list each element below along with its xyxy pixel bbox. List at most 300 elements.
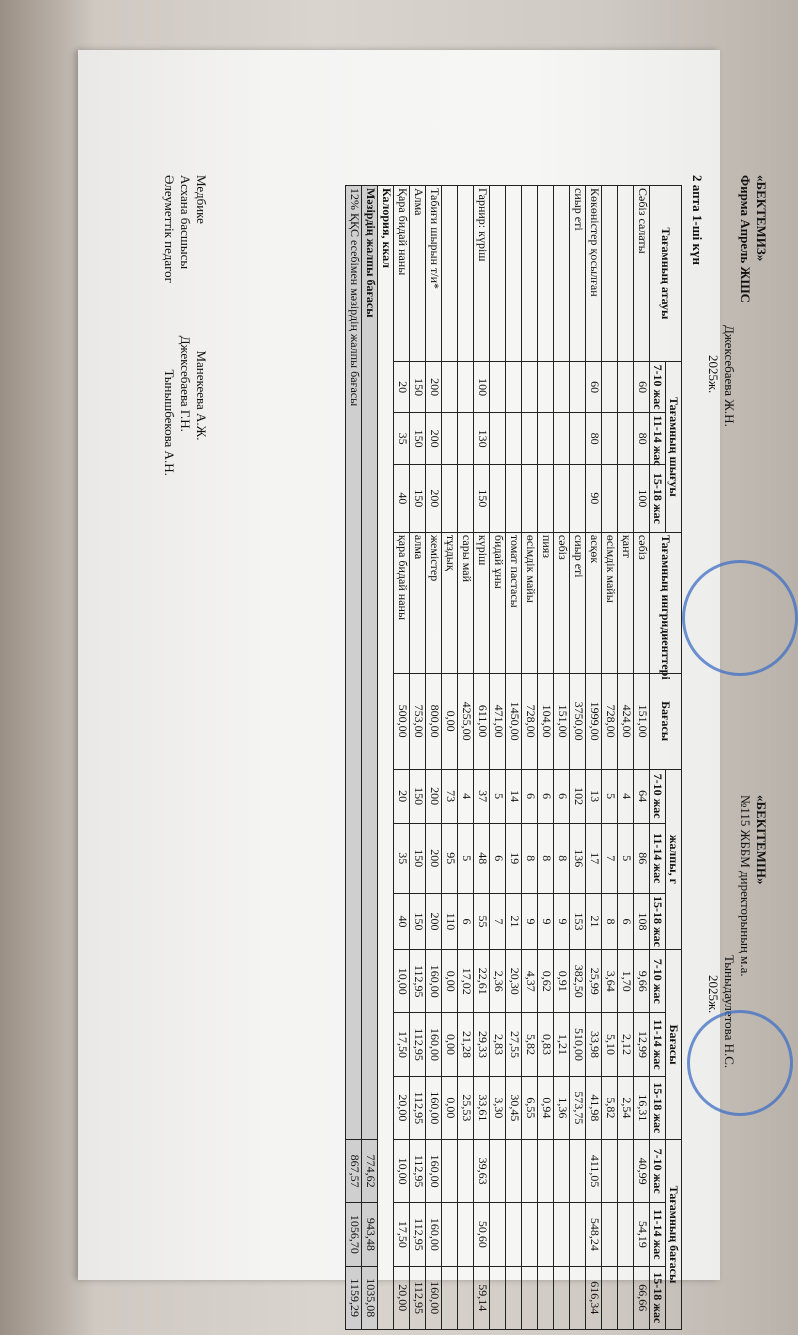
- table-cell: 3,30: [490, 1076, 506, 1139]
- table-cell: [490, 464, 506, 532]
- table-cell: [554, 361, 570, 413]
- table-cell: 54,19: [634, 1203, 650, 1266]
- table-cell: 160,00: [426, 1013, 442, 1076]
- table-cell: сәбіз: [634, 532, 650, 673]
- table-cell: 27,55: [506, 1013, 522, 1076]
- table-cell: [458, 413, 474, 465]
- table-cell: 548,24: [586, 1203, 602, 1266]
- table-cell: 4: [458, 769, 474, 823]
- age-header: 11-14 жас: [650, 413, 666, 465]
- menu-table: [345, 185, 682, 1330]
- table-cell: 0,00: [442, 1013, 458, 1076]
- table-row: [634, 186, 650, 1330]
- table-cell: [554, 1266, 570, 1329]
- table-row: [570, 186, 586, 1330]
- table-cell: [506, 186, 522, 362]
- table-cell: 6: [554, 769, 570, 823]
- table-row: [506, 186, 522, 1330]
- table-cell: 35: [394, 413, 410, 465]
- table-cell: 90: [586, 464, 602, 532]
- table-cell: 382,50: [570, 950, 586, 1013]
- table-cell: 9: [522, 893, 538, 949]
- col-ingredients: Тағамның ингридиенттері: [650, 532, 682, 673]
- table-cell: 25,53: [458, 1076, 474, 1139]
- table-cell: 2,83: [490, 1013, 506, 1076]
- table-cell: [618, 464, 634, 532]
- table-cell: томат пастасы: [506, 532, 522, 673]
- age-header: 11-14 жас: [650, 1013, 666, 1076]
- table-cell: 14: [506, 769, 522, 823]
- table-cell: [570, 1203, 586, 1266]
- table-cell: 33,61: [474, 1076, 490, 1139]
- table-cell: 60: [634, 361, 650, 413]
- table-cell: [522, 361, 538, 413]
- table-cell: [570, 464, 586, 532]
- table-cell: 150: [474, 464, 490, 532]
- menu-table-body: [394, 186, 650, 1330]
- table-cell: 2,54: [618, 1076, 634, 1139]
- table-cell: [618, 1140, 634, 1203]
- total-row: [362, 186, 378, 1330]
- table-cell: 1450,00: [506, 673, 522, 769]
- col-output: Тағамның шығуы: [666, 361, 682, 532]
- social-pedagogue-label: Әлеуметтік педагог: [162, 175, 177, 283]
- table-cell: 104,00: [538, 673, 554, 769]
- table-cell: 112,95: [410, 1013, 426, 1076]
- table-cell: [618, 361, 634, 413]
- table-cell: 100: [474, 361, 490, 413]
- table-cell: [458, 186, 474, 362]
- total-vat-value: 867,57: [346, 1140, 362, 1203]
- table-cell: күріш: [474, 532, 490, 673]
- table-cell: [490, 1140, 506, 1203]
- table-cell: 200: [426, 413, 442, 465]
- table-cell: 160,00: [426, 1076, 442, 1139]
- table-cell: 112,95: [410, 1140, 426, 1203]
- table-cell: 3,64: [602, 950, 618, 1013]
- age-header: 15-18 жас: [650, 893, 666, 949]
- table-cell: [442, 1140, 458, 1203]
- table-cell: 130: [474, 413, 490, 465]
- table-cell: Қара бидай наны: [394, 186, 410, 362]
- table-cell: 151,00: [634, 673, 650, 769]
- age-header: 15-18 жас: [650, 1076, 666, 1139]
- table-cell: сиыр еті: [570, 186, 586, 362]
- table-cell: 39,63: [474, 1140, 490, 1203]
- table-cell: [458, 1266, 474, 1329]
- table-cell: 102: [570, 769, 586, 823]
- table-cell: Табиғи шырын т/и*: [426, 186, 442, 362]
- table-cell: 0,91: [554, 950, 570, 1013]
- table-cell: 19: [506, 823, 522, 893]
- table-cell: 20,00: [394, 1266, 410, 1329]
- table-cell: Гарнир: күріш: [474, 186, 490, 362]
- table-cell: [570, 361, 586, 413]
- table-cell: 4: [618, 769, 634, 823]
- table-cell: 80: [634, 413, 650, 465]
- table-cell: Көкөністер қосылған: [586, 186, 602, 362]
- total-vat-value: 1159,29: [346, 1266, 362, 1329]
- table-cell: 150: [410, 464, 426, 532]
- signatures: [160, 175, 208, 975]
- table-cell: 136: [570, 823, 586, 893]
- table-cell: 150: [410, 413, 426, 465]
- table-cell: [618, 1266, 634, 1329]
- menu-sheet: [148, 175, 768, 1335]
- table-cell: [554, 464, 570, 532]
- table-cell: 112,95: [410, 950, 426, 1013]
- table-cell: 1,21: [554, 1013, 570, 1076]
- table-row: [618, 186, 634, 1330]
- table-cell: [506, 361, 522, 413]
- table-cell: 22,61: [474, 950, 490, 1013]
- table-cell: 80: [586, 413, 602, 465]
- table-cell: 66,66: [634, 1266, 650, 1329]
- total-vat-row: [346, 186, 362, 1330]
- table-cell: [618, 413, 634, 465]
- table-cell: өсімдік майы: [602, 532, 618, 673]
- table-cell: қара бидай наны: [394, 532, 410, 673]
- table-cell: [538, 1140, 554, 1203]
- total-label: Мәзірдің жалпы бағасы: [362, 186, 378, 1140]
- col-dish-name: Тағамның атауы: [650, 186, 682, 362]
- table-cell: [522, 1266, 538, 1329]
- table-cell: 160,00: [426, 950, 442, 1013]
- table-cell: 8: [522, 823, 538, 893]
- table-cell: [618, 1203, 634, 1266]
- table-cell: [554, 1203, 570, 1266]
- company-stamp: [682, 560, 798, 676]
- table-cell: 6: [522, 769, 538, 823]
- col-prices: Бағасы: [666, 950, 682, 1140]
- table-row: [442, 186, 458, 1330]
- table-cell: [490, 413, 506, 465]
- table-cell: 40: [394, 893, 410, 949]
- table-cell: 6: [490, 823, 506, 893]
- table-cell: 150: [410, 769, 426, 823]
- table-cell: тұздық: [442, 532, 458, 673]
- table-cell: 6: [538, 769, 554, 823]
- table-cell: [522, 464, 538, 532]
- table-cell: 50,60: [474, 1203, 490, 1266]
- table-cell: 411,05: [586, 1140, 602, 1203]
- table-cell: 500,00: [394, 673, 410, 769]
- table-cell: 200: [426, 464, 442, 532]
- table-cell: [538, 464, 554, 532]
- table-cell: [602, 464, 618, 532]
- table-cell: [570, 1266, 586, 1329]
- table-cell: 40,99: [634, 1140, 650, 1203]
- table-cell: [490, 186, 506, 362]
- table-cell: 200: [426, 361, 442, 413]
- table-cell: 20: [394, 769, 410, 823]
- table-cell: 6,55: [522, 1076, 538, 1139]
- table-cell: 37: [474, 769, 490, 823]
- menu-week-day: 2 апта 1-ші күн: [690, 175, 705, 266]
- table-cell: 616,34: [586, 1266, 602, 1329]
- table-cell: [458, 361, 474, 413]
- table-cell: [522, 1203, 538, 1266]
- table-cell: [570, 413, 586, 465]
- age-header: 7-10 жас: [650, 769, 666, 823]
- table-cell: 573,75: [570, 1076, 586, 1139]
- table-cell: 728,00: [602, 673, 618, 769]
- table-cell: [602, 413, 618, 465]
- kitchen-head-name: Джексебаева Г.Н.: [178, 335, 193, 432]
- table-cell: 20,00: [394, 1076, 410, 1139]
- table-cell: 728,00: [522, 673, 538, 769]
- table-cell: [538, 413, 554, 465]
- table-cell: [602, 186, 618, 362]
- table-cell: 0,83: [538, 1013, 554, 1076]
- table-cell: [602, 361, 618, 413]
- age-header: 11-14 жас: [650, 1203, 666, 1266]
- table-cell: 5: [458, 823, 474, 893]
- table-cell: бидай ұны: [490, 532, 506, 673]
- table-cell: [490, 361, 506, 413]
- table-cell: [442, 464, 458, 532]
- table-cell: [538, 186, 554, 362]
- nurse-label: Медбике: [194, 175, 209, 224]
- table-cell: [554, 413, 570, 465]
- table-cell: 5,10: [602, 1013, 618, 1076]
- table-cell: 12,99: [634, 1013, 650, 1076]
- age-header: 15-18 жас: [650, 464, 666, 532]
- nurse-name: Манекеева А.Ж.: [194, 350, 209, 441]
- table-cell: [458, 464, 474, 532]
- table-cell: 200: [426, 823, 442, 893]
- table-cell: [522, 186, 538, 362]
- table-cell: 4,37: [522, 950, 538, 1013]
- table-cell: [442, 413, 458, 465]
- table-cell: 1,70: [618, 950, 634, 1013]
- total-value: 1035,08: [362, 1266, 378, 1329]
- approval-left-date: 2025ж.: [706, 355, 721, 394]
- col-unit-price: Бағасы: [650, 673, 682, 769]
- table-cell: 8: [602, 893, 618, 949]
- table-cell: 9,66: [634, 950, 650, 1013]
- table-cell: 17: [586, 823, 602, 893]
- table-cell: 2,12: [618, 1013, 634, 1076]
- table-cell: 160,00: [426, 1203, 442, 1266]
- table-cell: алма: [410, 532, 426, 673]
- table-cell: 21,28: [458, 1013, 474, 1076]
- table-cell: [506, 1140, 522, 1203]
- table-cell: 25,99: [586, 950, 602, 1013]
- total-value: 774,62: [362, 1140, 378, 1203]
- table-cell: [618, 186, 634, 362]
- table-row: [458, 186, 474, 1330]
- table-cell: 471,00: [490, 673, 506, 769]
- table-cell: 200: [426, 769, 442, 823]
- table-cell: 510,00: [570, 1013, 586, 1076]
- table-cell: 150: [410, 893, 426, 949]
- table-cell: 5,82: [602, 1076, 618, 1139]
- age-header: 15-18 жас: [650, 1266, 666, 1329]
- table-row: [586, 186, 602, 1330]
- table-cell: сиыр еті: [570, 532, 586, 673]
- table-cell: сары май: [458, 532, 474, 673]
- table-cell: [506, 413, 522, 465]
- table-row: [538, 186, 554, 1330]
- table-cell: [442, 186, 458, 362]
- table-cell: 1999,00: [586, 673, 602, 769]
- table-cell: қант: [618, 532, 634, 673]
- table-cell: 424,00: [618, 673, 634, 769]
- table-cell: 153: [570, 893, 586, 949]
- table-cell: Алма: [410, 186, 426, 362]
- table-cell: 0,00: [442, 950, 458, 1013]
- table-cell: [458, 1140, 474, 1203]
- approval-left-title: «БЕКТЕМИЗ»: [754, 175, 769, 262]
- table-cell: [490, 1203, 506, 1266]
- table-row: [394, 186, 410, 1330]
- table-cell: 20: [394, 361, 410, 413]
- approval-right-person: Тыныдаулетова Н.С.: [722, 955, 737, 1069]
- table-cell: 0,00: [442, 673, 458, 769]
- table-row: [474, 186, 490, 1330]
- table-cell: [538, 361, 554, 413]
- table-cell: [538, 1266, 554, 1329]
- table-row: [490, 186, 506, 1330]
- table-cell: [442, 1266, 458, 1329]
- approval-right-role: №115 ЖББМ директорының м.а.: [738, 795, 753, 977]
- table-cell: 17,50: [394, 1013, 410, 1076]
- table-cell: 5: [618, 823, 634, 893]
- table-cell: 2,36: [490, 950, 506, 1013]
- table-cell: 5: [602, 769, 618, 823]
- table-cell: 6: [618, 893, 634, 949]
- table-cell: 64: [634, 769, 650, 823]
- age-header: 7-10 жас: [650, 361, 666, 413]
- table-cell: асқөк: [586, 532, 602, 673]
- table-cell: 60: [586, 361, 602, 413]
- table-cell: [490, 1266, 506, 1329]
- table-cell: 3750,00: [570, 673, 586, 769]
- table-cell: 59,14: [474, 1266, 490, 1329]
- table-row: [522, 186, 538, 1330]
- table-cell: 48: [474, 823, 490, 893]
- table-cell: 30,45: [506, 1076, 522, 1139]
- age-header: 7-10 жас: [650, 1140, 666, 1203]
- table-cell: 41,98: [586, 1076, 602, 1139]
- approval-left-person: Джексебаева Ж.Н.: [722, 325, 737, 427]
- table-cell: 151,00: [554, 673, 570, 769]
- table-cell: 17,02: [458, 950, 474, 1013]
- table-cell: 73: [442, 769, 458, 823]
- table-cell: 0,00: [442, 1076, 458, 1139]
- table-cell: 1,36: [554, 1076, 570, 1139]
- table-cell: 33,98: [586, 1013, 602, 1076]
- table-cell: өсімдік майы: [522, 532, 538, 673]
- table-cell: [538, 1203, 554, 1266]
- table-cell: 0,62: [538, 950, 554, 1013]
- table-cell: 7: [490, 893, 506, 949]
- table-cell: 9: [554, 893, 570, 949]
- table-cell: 112,95: [410, 1203, 426, 1266]
- approval-left-company: Фирма Апрель ЖШС: [738, 175, 753, 304]
- table-cell: 16,31: [634, 1076, 650, 1139]
- table-row: [554, 186, 570, 1330]
- table-row: [602, 186, 618, 1330]
- table-cell: 20,30: [506, 950, 522, 1013]
- table-row: [426, 186, 442, 1330]
- table-cell: 150: [410, 361, 426, 413]
- table-cell: 35: [394, 823, 410, 893]
- age-header: 11-14 жас: [650, 823, 666, 893]
- table-cell: 4255,00: [458, 673, 474, 769]
- table-cell: [570, 1140, 586, 1203]
- table-cell: 160,00: [426, 1140, 442, 1203]
- document-paper: [78, 50, 769, 1324]
- table-cell: 5,82: [522, 1013, 538, 1076]
- col-gross: жалпы, г: [666, 769, 682, 949]
- table-cell: 150: [410, 823, 426, 893]
- table-cell: 108: [634, 893, 650, 949]
- age-header: 7-10 жас: [650, 950, 666, 1013]
- table-cell: [554, 1140, 570, 1203]
- total-vat-label: 12% ҚҚС есебімен мәзірдің жалпы бағасы: [346, 186, 362, 1140]
- table-cell: 21: [586, 893, 602, 949]
- table-cell: [522, 1140, 538, 1203]
- table-cell: 10,00: [394, 1140, 410, 1203]
- table-cell: 5: [490, 769, 506, 823]
- table-cell: 753,00: [410, 673, 426, 769]
- total-value: 943,48: [362, 1203, 378, 1266]
- table-cell: 160,00: [426, 1266, 442, 1329]
- table-cell: [602, 1266, 618, 1329]
- social-pedagogue-name: Тынышбекова А.Н.: [162, 369, 177, 476]
- table-cell: 29,33: [474, 1013, 490, 1076]
- table-cell: пияз: [538, 532, 554, 673]
- table-cell: [506, 464, 522, 532]
- total-vat-value: 1056,70: [346, 1203, 362, 1266]
- table-cell: Сәбіз салаты: [634, 186, 650, 362]
- table-cell: 10,00: [394, 950, 410, 1013]
- table-cell: 0,94: [538, 1076, 554, 1139]
- table-cell: 800,00: [426, 673, 442, 769]
- kitchen-head-label: Асхана басшысы: [178, 175, 193, 270]
- table-cell: 611,00: [474, 673, 490, 769]
- table-cell: 40: [394, 464, 410, 532]
- table-cell: 13: [586, 769, 602, 823]
- table-cell: 112,95: [410, 1076, 426, 1139]
- table-cell: [522, 413, 538, 465]
- table-cell: 6: [458, 893, 474, 949]
- table-cell: сәбіз: [554, 532, 570, 673]
- table-cell: [602, 1203, 618, 1266]
- table-cell: [554, 186, 570, 362]
- table-cell: [506, 1203, 522, 1266]
- table-cell: [442, 1203, 458, 1266]
- table-cell: 8: [554, 823, 570, 893]
- table-cell: [442, 361, 458, 413]
- table-cell: 8: [538, 823, 554, 893]
- table-cell: 112,95: [410, 1266, 426, 1329]
- col-dish-price: Тағамның бағасы: [666, 1140, 682, 1330]
- table-cell: 21: [506, 893, 522, 949]
- table-cell: 9: [538, 893, 554, 949]
- table-cell: 95: [442, 823, 458, 893]
- approval-right-date: 2025ж.: [706, 975, 721, 1014]
- table-cell: 110: [442, 893, 458, 949]
- calories-row: Калория, ккал: [378, 186, 394, 1330]
- table-row: [410, 186, 426, 1330]
- table-cell: жемістер: [426, 532, 442, 673]
- school-stamp: [687, 1010, 793, 1116]
- table-cell: 55: [474, 893, 490, 949]
- table-cell: 17,50: [394, 1203, 410, 1266]
